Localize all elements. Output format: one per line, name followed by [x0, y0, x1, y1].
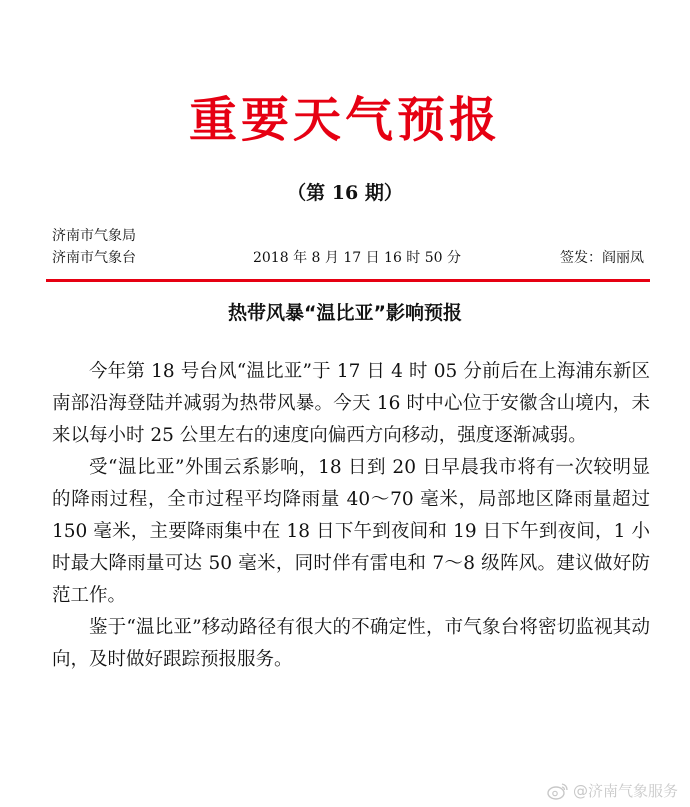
paragraph: 鉴于“温比亚”移动路径有很大的不确定性，市气象台将密切监视其动向，及时做好跟踪预报服务。 — [52, 617, 650, 670]
weibo-icon — [547, 782, 569, 800]
issuer-row — [52, 248, 644, 268]
document-title: 重要天气预报 — [188, 92, 501, 148]
watermark-text: @济南气象服务 — [572, 782, 678, 800]
signer: 签发：阎丽凤 — [560, 250, 644, 266]
issue-number: （第 16 期） — [287, 182, 403, 204]
red-divider — [46, 279, 650, 282]
body-text — [52, 356, 650, 676]
paragraph: 今年第 18 号台风“温比亚”于 17 日 4 时 05 分前后在上海浦东新区南部沿海登陆并减弱为热带风暴。今天 16 时中心位于安徽含山境内，未来以每小时 25 公里左右的速度向偏西方向移动，强度逐渐减弱。 — [52, 361, 650, 446]
issue-datetime: 2018 年 8 月 17 日 16 时 50 分 — [252, 250, 462, 266]
headline: 热带风暴“温比亚”影响预报 — [228, 302, 462, 324]
paragraph: 受“温比亚”外围云系影响，18 日到 20 日早晨我市将有一次较明显的降雨过程，全市过程平均降雨量 40～70 毫米，局部地区降雨量超过 150 毫米，主要降雨集中在 18 日下午到夜间和 19 日下午到夜间，1 小时最大降雨量可达 50 毫米，同时伴有雷电和 7～8 级阵风。建议做好防范工作。 — [52, 457, 650, 606]
issuer-bureau: 济南市气象局 — [52, 228, 136, 244]
issuer-station: 济南市气象台 — [52, 250, 136, 266]
watermark — [547, 780, 678, 801]
